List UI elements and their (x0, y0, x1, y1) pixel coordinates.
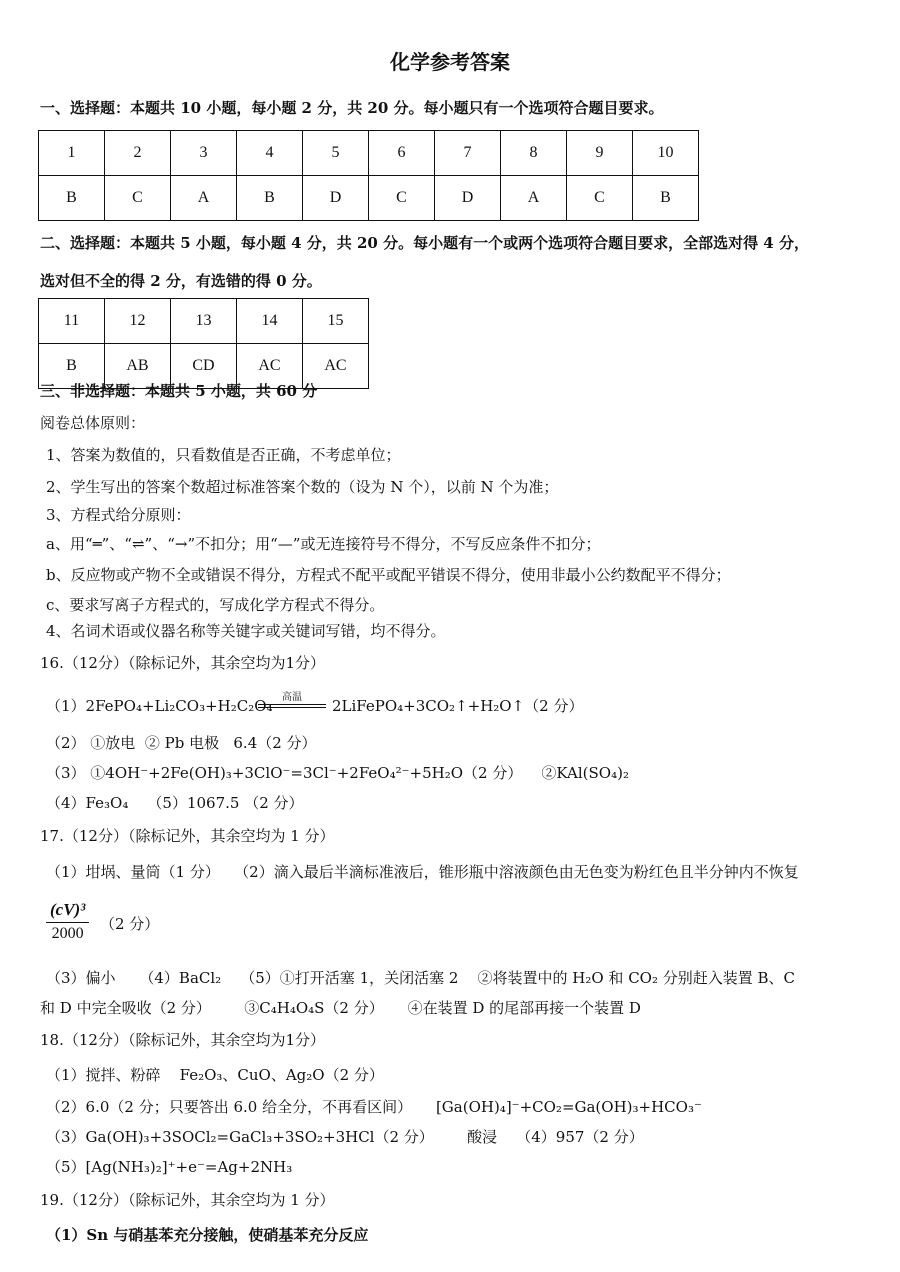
table-cell: 3 (171, 131, 237, 176)
table-cell: 1 (39, 131, 105, 176)
table-cell: B (237, 176, 303, 221)
section2-heading-cont: 选对但不全的得 2 分，有选错的得 0 分。 (40, 272, 322, 290)
table-cell: 2 (105, 131, 171, 176)
text-line: 3、方程式给分原则： (46, 506, 191, 524)
q17-fraction (46, 900, 89, 943)
q16-line: （4）Fe₃O₄ （5）1067.5 （2 分） (46, 794, 304, 812)
text-line: c、要求写离子方程式的，写成化学方程式不得分。 (46, 596, 385, 614)
q18-header: 18.（12分）（除标记外，其余空均为1分） (40, 1031, 325, 1049)
equals-sign-icon (258, 704, 326, 708)
table-cell: 13 (171, 299, 237, 344)
q16-line: （3） ①4OH⁻+2Fe(OH)₃+3ClO⁻=3Cl⁻+2FeO₄²⁻+5H₂O（2 分） ②KAl(SO₄)₂ (46, 764, 629, 782)
table-cell: AB (105, 344, 171, 389)
table-cell: A (171, 176, 237, 221)
q16-eq1-left: （1）2FePO₄+Li₂CO₃+H₂C₂O₄ (46, 697, 273, 715)
text-line: 16.（12分）（除标记外，其余空均为1分） (40, 654, 325, 672)
table-cell: B (39, 344, 105, 389)
reaction-condition: 高温 (282, 692, 302, 703)
table-cell: 12 (105, 299, 171, 344)
q17-line: 和 D 中完全吸收（2 分） ③C₄H₄O₄S（2 分） ④在装置 D 的尾部再接一个装置 D (40, 999, 641, 1017)
table-cell: C (567, 176, 633, 221)
table-cell: C (369, 176, 435, 221)
text-line: 三、非选择题：本题共 5 小题，共 60 分 (40, 382, 318, 400)
table-cell: 14 (237, 299, 303, 344)
table-cell: 11 (39, 299, 105, 344)
text-line: b、反应物或产物不全或错误不得分，方程式不配平或配平错误不得分，使用非最小公约数配平不得分； (46, 566, 731, 584)
fraction-numerator: (cV)³ (46, 900, 89, 923)
table-cell: 15 (303, 299, 369, 344)
q17-fraction-score: （2 分） (100, 915, 160, 933)
table-cell: 5 (303, 131, 369, 176)
table-cell: 7 (435, 131, 501, 176)
text-line: 4、名词术语或仪器名称等关键字或关键词写错，均不得分。 (46, 622, 446, 640)
text-line: 阅卷总体原则： (40, 414, 146, 432)
q17-line: （1）坩埚、量筒（1 分） （2）滴入最后半滴标准液后，锥形瓶中溶液颜色由无色变为粉红色且半分钟内不恢复 (46, 863, 799, 881)
table-cell: 4 (237, 131, 303, 176)
page-title: 化学参考答案 (390, 50, 510, 74)
q16-eq1-right: 2LiFePO₄+3CO₂↑+H₂O↑（2 分） (332, 697, 584, 715)
section2-answer-table (38, 298, 369, 389)
table-cell: 9 (567, 131, 633, 176)
text-line: 1、答案为数值的，只看数值是否正确，不考虑单位； (46, 446, 401, 464)
q17-header: 17.（12分）（除标记外，其余空均为 1 分） (40, 827, 335, 845)
section1-heading: 一、选择题：本题共 10 小题，每小题 2 分，共 20 分。每小题只有一个选项符合题目要求。 (40, 99, 664, 117)
table-cell: C (105, 176, 171, 221)
text-line: a、用“═”、“⇌”、“→”不扣分；用“—”或无连接符号不得分，不写反应条件不扣分； (46, 535, 601, 553)
section1-answer-table (38, 130, 699, 221)
q16-line: （2） ①放电 ② Pb 电极 6.4（2 分） (46, 734, 317, 752)
table-cell: B (39, 176, 105, 221)
table-cell: AC (303, 344, 369, 389)
table-cell: D (435, 176, 501, 221)
q19-line: （1）Sn 与硝基苯充分接触，使硝基苯充分反应 (46, 1226, 369, 1244)
q17-line: （3）偏小 （4）BaCl₂ （5）①打开活塞 1，关闭活塞 2 ②将装置中的 H₂O 和 CO₂ 分别赶入装置 B、C (46, 969, 796, 987)
table-cell: CD (171, 344, 237, 389)
table-cell: AC (237, 344, 303, 389)
q18-line: （3）Ga(OH)₃+3SOCl₂=GaCl₃+3SO₂+3HCl（2 分） 酸浸 （4）957（2 分） (46, 1128, 644, 1146)
table-cell: A (501, 176, 567, 221)
table-cell: 6 (369, 131, 435, 176)
q18-line: （5）[Ag(NH₃)₂]⁺+e⁻=Ag+2NH₃ (46, 1158, 293, 1176)
q18-line: （1）搅拌、粉碎 Fe₂O₃、CuO、Ag₂O（2 分） (46, 1066, 384, 1084)
text-line: 2、学生写出的答案个数超过标准答案个数的（设为 N 个），以前 N 个为准； (46, 478, 559, 496)
fraction-denominator: 2000 (51, 925, 84, 942)
q19-header: 19.（12分）（除标记外，其余空均为 1 分） (40, 1191, 335, 1209)
table-cell: 8 (501, 131, 567, 176)
table-cell: 10 (633, 131, 699, 176)
section2-heading: 二、选择题：本题共 5 小题，每小题 4 分，共 20 分。每小题有一个或两个选项符合题目要求，全部选对得 4 分， (40, 234, 809, 252)
table-cell: D (303, 176, 369, 221)
q18-line: （2）6.0（2 分；只要答出 6.0 给全分，不再看区间） [Ga(OH)₄]⁻+CO₂=Ga(OH)₃+HCO₃⁻ (46, 1098, 702, 1116)
table-cell: B (633, 176, 699, 221)
